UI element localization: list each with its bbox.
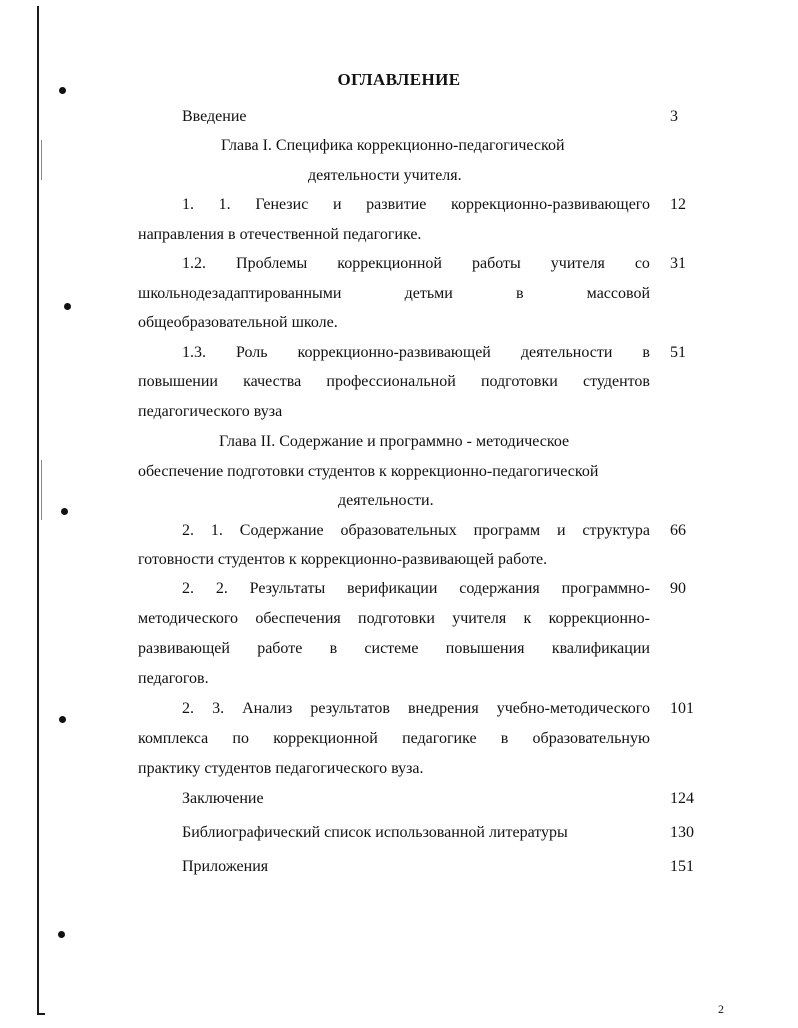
toc-page-conclusion: 124	[670, 790, 694, 807]
word: повышении	[138, 373, 218, 390]
section-1-3-line2	[138, 371, 650, 393]
section-2-1-line2: готовности студентов к коррекционно-развивающей работе.	[138, 551, 548, 568]
word: квалификации	[551, 640, 650, 657]
word: Генезис	[255, 196, 309, 213]
word: 2.	[182, 580, 194, 597]
punch-hole	[58, 931, 65, 938]
word: учителя	[452, 610, 507, 627]
toc-page-1-1: 12	[670, 196, 686, 213]
section-1-1-line2: направления в отечественной педагогике.	[138, 226, 422, 243]
word: 1.3.	[182, 344, 206, 361]
toc-page-1-2: 31	[670, 255, 686, 272]
toc-entry-intro: Введение	[182, 108, 247, 125]
word: деятельности	[520, 344, 613, 361]
chapter2-title-line1: Глава II. Содержание и программно - методическое	[219, 433, 570, 450]
punch-hole	[59, 716, 66, 723]
punch-hole	[64, 303, 71, 310]
word: программно-	[561, 580, 650, 597]
word: 1.	[218, 196, 231, 213]
toc-entry-appendix: Приложения	[182, 858, 269, 875]
chapter2-title-line3: деятельности.	[338, 492, 434, 509]
toc-page-1-3: 51	[670, 344, 686, 361]
word: Результаты	[249, 580, 326, 597]
chapter1-title-line2: деятельности учителя.	[308, 167, 462, 184]
section-1-3-line1	[182, 342, 650, 364]
word: результатов	[310, 700, 390, 717]
word: Анализ	[242, 700, 293, 717]
word: коррекционно-развивающей	[297, 344, 491, 361]
word: Содержание	[239, 522, 324, 539]
section-2-3-line1	[182, 698, 650, 720]
scan-margin-foot	[37, 1013, 45, 1015]
word: учителя	[550, 255, 605, 272]
word: подготовки	[480, 373, 558, 390]
toc-page-bibliography: 130	[670, 824, 694, 841]
section-1-1-line1	[182, 194, 650, 216]
word: обеспечения	[255, 610, 341, 627]
word: Роль	[235, 344, 268, 361]
section-1-2-line1	[182, 253, 650, 275]
section-1-2-line2	[138, 283, 650, 305]
word: детьми	[404, 285, 453, 302]
chapter1-title-line1: Глава I. Специфика коррекционно-педагогической	[221, 137, 565, 154]
word: методического	[138, 610, 239, 627]
toc-page-2-3: 101	[670, 700, 694, 717]
section-2-1-line1	[182, 520, 650, 542]
scan-faint-mark	[41, 460, 42, 520]
toc-title: ОГЛАВЛЕНИЕ	[337, 70, 461, 89]
word: в	[329, 640, 338, 657]
word: коррекционно-	[548, 610, 650, 627]
word: учебно-методического	[496, 700, 650, 717]
toc-page-2-1: 66	[670, 522, 686, 539]
word: 1.2.	[182, 255, 206, 272]
word: подготовки	[358, 610, 435, 627]
word: работы	[471, 255, 521, 272]
word: к	[523, 610, 532, 627]
scan-faint-mark	[41, 140, 42, 180]
section-2-2-line4: педагогов.	[138, 670, 209, 687]
section-2-2-line1	[182, 578, 650, 600]
word: повышения	[445, 640, 525, 657]
word: качества	[243, 373, 302, 390]
section-2-3-line2	[138, 728, 650, 750]
word: системе	[364, 640, 419, 657]
word: по	[232, 730, 249, 747]
word: содержания	[459, 580, 540, 597]
word: развивающей	[138, 640, 230, 657]
toc-entry-bibliography: Библиографический список использованной литературы	[182, 824, 568, 841]
word: комплекса	[138, 730, 209, 747]
word: в	[515, 285, 524, 302]
word: 3.	[212, 700, 225, 717]
word: школьнодезадаптированными	[138, 285, 342, 302]
word: Проблемы	[236, 255, 308, 272]
section-1-3-line3: педагогического вуза	[138, 403, 283, 420]
word: 1.	[210, 522, 223, 539]
word: 1.	[182, 196, 194, 213]
section-2-2-line3	[138, 638, 650, 660]
word: коррекционной	[337, 255, 442, 272]
word: образовательную	[532, 730, 650, 747]
word: работе	[257, 640, 303, 657]
word: развитие	[366, 196, 427, 213]
scan-margin-line	[37, 6, 39, 1014]
word: массовой	[586, 285, 650, 302]
word: образовательных	[340, 522, 457, 539]
word: верификации	[347, 580, 438, 597]
word: педагогике	[402, 730, 477, 747]
toc-page-intro: 3	[670, 108, 678, 125]
toc-page-appendix: 151	[670, 858, 694, 875]
word: в	[500, 730, 509, 747]
word: студентов	[582, 373, 650, 390]
section-1-2-line3: общеобразовательной школе.	[138, 314, 338, 331]
word: со	[634, 255, 650, 272]
word: профессиональной	[326, 373, 456, 390]
word: и	[332, 196, 342, 213]
word: 2.	[182, 700, 194, 717]
word: 2.	[215, 580, 228, 597]
word: программ	[473, 522, 541, 539]
toc-entry-conclusion: Заключение	[182, 790, 264, 807]
section-2-3-line3: практику студентов педагогического вуза.	[138, 760, 424, 777]
section-2-2-line2	[138, 608, 650, 630]
toc-page-2-2: 90	[670, 580, 686, 597]
word: 2.	[182, 522, 194, 539]
page-number: 2	[718, 1002, 724, 1016]
word: структура	[582, 522, 650, 539]
word: внедрения	[407, 700, 479, 717]
word: и	[556, 522, 566, 539]
word: в	[642, 344, 650, 361]
chapter2-title-line2: обеспечение подготовки студентов к коррекционно-педагогической	[138, 463, 599, 480]
word: коррекционно-развивающего	[451, 196, 650, 213]
word: коррекционной	[273, 730, 378, 747]
punch-hole	[61, 508, 68, 515]
